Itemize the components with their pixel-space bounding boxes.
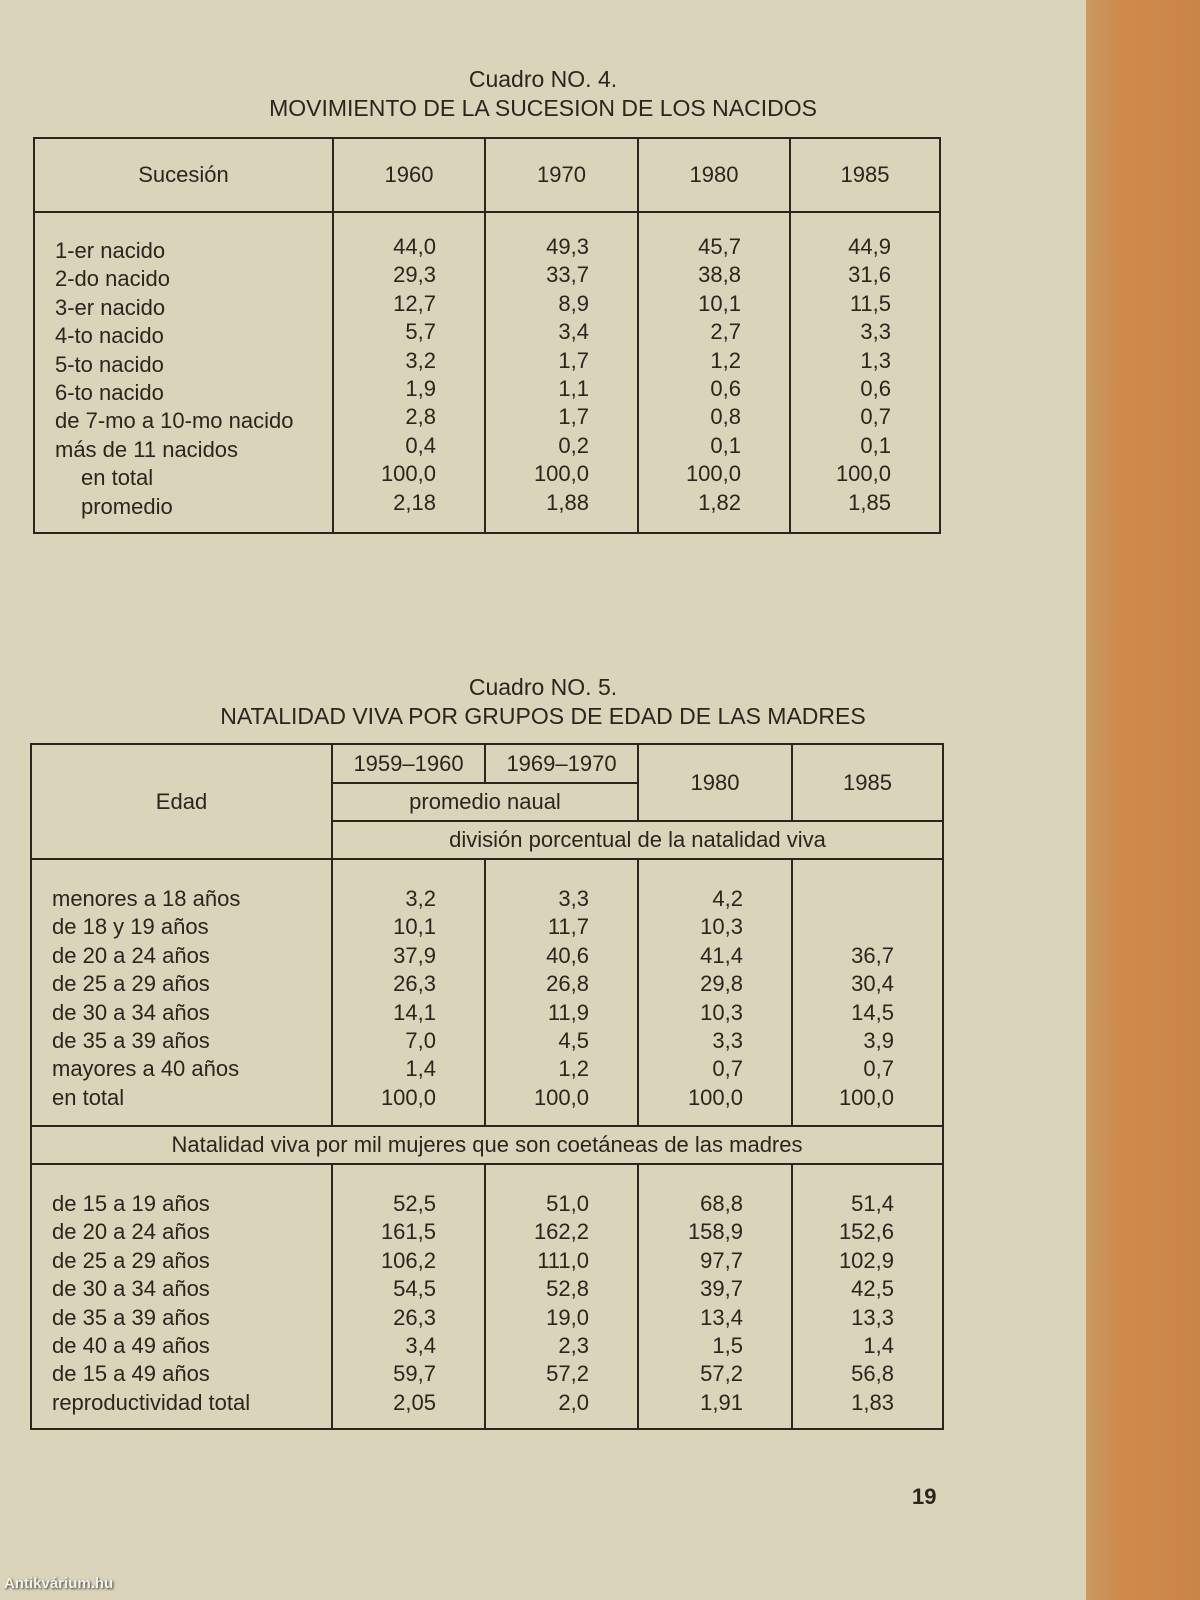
column-1960 bbox=[333, 212, 485, 533]
table-cell: 5-to nacido bbox=[55, 351, 164, 377]
table-cell: 14,1 bbox=[393, 999, 436, 1025]
table-cell: 2,0 bbox=[558, 1389, 589, 1415]
table-cell: 100,0 bbox=[533, 1084, 589, 1110]
table-cell: 2,8 bbox=[405, 404, 436, 430]
table-cell: 49,3 bbox=[546, 234, 589, 259]
table-cell: 97,7 bbox=[700, 1247, 743, 1273]
table-cell: 30,4 bbox=[851, 971, 894, 997]
table-cell: 0,4 bbox=[405, 432, 436, 458]
table-cell: 2,7 bbox=[710, 319, 741, 345]
table-cell: 8,9 bbox=[558, 290, 589, 316]
table-cell: en total bbox=[81, 465, 154, 491]
table-cell: 100,0 bbox=[687, 1084, 743, 1110]
table-cell: 26,8 bbox=[546, 971, 589, 997]
table-cell: 57,2 bbox=[700, 1361, 743, 1387]
table-cell: 0,1 bbox=[710, 432, 741, 458]
header-1980: 1980 bbox=[638, 138, 790, 212]
table-cell: 100,0 bbox=[380, 1084, 436, 1110]
table-cell: menores a 18 años bbox=[52, 886, 241, 911]
table-cell: de 18 y 19 años bbox=[52, 914, 209, 940]
table-cell: 100,0 bbox=[838, 1084, 894, 1110]
table-cell: 4-to nacido bbox=[55, 323, 164, 349]
table-cell: 10,3 bbox=[700, 914, 743, 940]
table-cell: 36,7 bbox=[851, 942, 894, 968]
table-cell: reproductividad total bbox=[52, 1389, 251, 1415]
table-cell: 1,9 bbox=[405, 375, 436, 401]
table-cell: de 25 a 29 años bbox=[52, 971, 210, 997]
table4-title: MOVIMIENTO DE LA SUCESION DE LOS NACIDOS bbox=[269, 95, 817, 121]
section2-column-1980 bbox=[638, 1164, 792, 1429]
table-cell: 3,3 bbox=[860, 319, 891, 345]
table-cell: 1,5 bbox=[712, 1332, 743, 1358]
table-cell: 3,2 bbox=[405, 886, 436, 911]
table-cell: 0,7 bbox=[712, 1056, 743, 1082]
table-cell: de 25 a 29 años bbox=[52, 1247, 210, 1273]
watermark: Antikvárium.hu bbox=[4, 1575, 114, 1592]
table-cell: 0,7 bbox=[860, 404, 891, 430]
table-cell: 100,0 bbox=[835, 461, 891, 487]
column-1980 bbox=[638, 212, 790, 533]
table-cell: 100,0 bbox=[533, 461, 589, 487]
table-cell bbox=[793, 913, 942, 941]
section2-column-1959 bbox=[332, 1164, 485, 1429]
header-edad: Edad bbox=[31, 744, 332, 859]
table-cell: de 20 a 24 años bbox=[52, 1219, 210, 1245]
table-cell: 100,0 bbox=[685, 461, 741, 487]
table-cell: 1,83 bbox=[851, 1389, 894, 1415]
table-cell: 161,5 bbox=[380, 1219, 436, 1245]
table-cell: 102,9 bbox=[838, 1247, 894, 1273]
section1-column-1959 bbox=[332, 859, 485, 1126]
table-cell: 3,2 bbox=[405, 347, 436, 373]
section2-column-1985 bbox=[792, 1164, 943, 1429]
table-cell: 0,6 bbox=[710, 375, 741, 401]
table-cell: de 20 a 24 años bbox=[52, 942, 210, 968]
section1-column-1985 bbox=[792, 859, 943, 1126]
table-cell: 0,1 bbox=[860, 432, 891, 458]
table-cell: 40,6 bbox=[546, 942, 589, 968]
table-cell: de 7-mo a 10-mo nacido bbox=[55, 408, 294, 434]
table-cell: de 15 a 49 años bbox=[52, 1361, 210, 1387]
table-cell: 6-to nacido bbox=[55, 379, 164, 405]
table-cell: 31,6 bbox=[848, 262, 891, 288]
section1-labels bbox=[31, 859, 332, 1126]
table-cell: más de 11 nacidos bbox=[55, 436, 239, 462]
table-cell: 56,8 bbox=[851, 1361, 894, 1387]
table-cell: 29,8 bbox=[700, 971, 743, 997]
table5 bbox=[30, 743, 944, 1430]
table-cell: 100,0 bbox=[380, 461, 436, 487]
table-cell: 19,0 bbox=[546, 1304, 589, 1330]
header-promedio: promedio naual bbox=[332, 783, 638, 821]
table-cell: de 30 a 34 años bbox=[52, 999, 210, 1025]
table-cell: 13,4 bbox=[700, 1304, 743, 1330]
table-cell: 2,3 bbox=[558, 1332, 589, 1358]
table-cell: 1,82 bbox=[698, 489, 741, 515]
section1-column-1980 bbox=[638, 859, 792, 1126]
table-cell: 14,5 bbox=[851, 999, 894, 1025]
table-cell: 3,9 bbox=[863, 1027, 894, 1053]
header-1969-1970: 1969–1970 bbox=[485, 744, 638, 783]
table-cell: 26,3 bbox=[393, 1304, 436, 1330]
table-cell: 1,3 bbox=[860, 347, 891, 373]
table-cell: 1,85 bbox=[848, 489, 891, 515]
header-division: división porcentual de la natalidad viva bbox=[332, 821, 943, 859]
table-cell: 3,4 bbox=[405, 1332, 436, 1358]
table-cell: 13,3 bbox=[851, 1304, 894, 1330]
table-cell: 37,9 bbox=[393, 942, 436, 968]
table-cell bbox=[793, 885, 942, 913]
table-cell: 1,91 bbox=[700, 1389, 743, 1415]
table-cell: 2,18 bbox=[393, 489, 436, 515]
table-cell: 1,2 bbox=[710, 347, 741, 373]
table-cell: 3-er nacido bbox=[55, 294, 166, 320]
table-cell: 29,3 bbox=[393, 262, 436, 288]
header-1970: 1970 bbox=[485, 138, 638, 212]
table-cell: de 35 a 39 años bbox=[52, 1304, 210, 1330]
table-cell: 59,7 bbox=[393, 1361, 436, 1387]
table4-caption: Cuadro NO. 4. bbox=[468, 66, 618, 92]
section2-column-1969 bbox=[485, 1164, 638, 1429]
page-number: 19 bbox=[912, 1484, 937, 1509]
table-cell: 7,0 bbox=[405, 1027, 436, 1053]
table-cell: 152,6 bbox=[838, 1219, 894, 1245]
table-cell: 45,7 bbox=[698, 234, 741, 259]
table-cell: 51,0 bbox=[546, 1191, 589, 1216]
table-cell: 26,3 bbox=[393, 971, 436, 997]
table-cell: 33,7 bbox=[546, 262, 589, 288]
table-cell: 39,7 bbox=[700, 1276, 743, 1302]
table-cell: 11,7 bbox=[547, 914, 589, 940]
table-cell: 12,7 bbox=[393, 290, 436, 316]
table-cell: 3,3 bbox=[558, 886, 589, 911]
table-cell: 4,2 bbox=[712, 886, 743, 911]
table-cell: 10,1 bbox=[698, 290, 741, 316]
table-cell: promedio bbox=[81, 493, 173, 519]
header-1985: 1985 bbox=[790, 138, 940, 212]
table-cell: en total bbox=[52, 1084, 125, 1110]
table-cell: 1,4 bbox=[863, 1332, 894, 1358]
table-cell: 106,2 bbox=[380, 1247, 436, 1273]
table-cell: 1,2 bbox=[558, 1056, 589, 1082]
table-cell: de 35 a 39 años bbox=[52, 1027, 210, 1053]
table-cell: 57,2 bbox=[546, 1361, 589, 1387]
table-cell: 54,5 bbox=[393, 1276, 436, 1302]
table-cell: 38,8 bbox=[698, 262, 741, 288]
table-cell: 42,5 bbox=[851, 1276, 894, 1302]
column-1970 bbox=[485, 212, 638, 533]
table-cell: 3,3 bbox=[712, 1027, 743, 1053]
table-cell: 2,05 bbox=[393, 1389, 436, 1415]
table5-caption: Cuadro NO. 5. bbox=[468, 674, 618, 700]
table-cell: 111,0 bbox=[537, 1247, 589, 1273]
table-cell: 4,5 bbox=[558, 1027, 589, 1053]
table-cell: 44,9 bbox=[848, 234, 891, 259]
table5-title: NATALIDAD VIVA POR GRUPOS DE EDAD DE LAS MADRES bbox=[220, 703, 866, 729]
table-cell: de 30 a 34 años bbox=[52, 1276, 210, 1302]
table4 bbox=[33, 137, 941, 534]
table-cell: 10,1 bbox=[393, 914, 436, 940]
table-cell: 1-er nacido bbox=[55, 238, 166, 263]
table-cell: 1,7 bbox=[558, 347, 589, 373]
table-cell: de 40 a 49 años bbox=[52, 1332, 210, 1358]
table-cell: 0,6 bbox=[860, 375, 891, 401]
table-cell: 52,5 bbox=[393, 1191, 436, 1216]
section2-header: Natalidad viva por mil mujeres que son coetáneas de las madres bbox=[31, 1126, 943, 1164]
table-cell: 1,88 bbox=[546, 489, 589, 515]
table-cell: 158,9 bbox=[687, 1219, 743, 1245]
table-cell: 11,9 bbox=[547, 999, 589, 1025]
table-cell: 0,7 bbox=[863, 1056, 894, 1082]
table-cell: 5,7 bbox=[405, 319, 436, 345]
table-cell: 2-do nacido bbox=[55, 266, 170, 292]
table-cell: 1,4 bbox=[405, 1056, 436, 1082]
table-cell: 0,2 bbox=[558, 432, 589, 458]
table-cell: 3,4 bbox=[558, 319, 589, 345]
table-cell: 51,4 bbox=[851, 1191, 894, 1216]
table-cell: de 15 a 19 años bbox=[52, 1191, 210, 1216]
header-1980: 1980 bbox=[638, 744, 792, 821]
section1-column-1969 bbox=[485, 859, 638, 1126]
table-cell: 44,0 bbox=[393, 234, 436, 259]
header-1985: 1985 bbox=[792, 744, 943, 821]
table-cell: 1,1 bbox=[558, 375, 589, 401]
table-cell: 162,2 bbox=[533, 1219, 589, 1245]
section2-labels bbox=[31, 1164, 332, 1429]
table-cell: 0,8 bbox=[710, 404, 741, 430]
table-cell: 68,8 bbox=[700, 1191, 743, 1216]
table-cell: 52,8 bbox=[546, 1276, 589, 1302]
table-cell: 1,7 bbox=[558, 404, 589, 430]
row-labels bbox=[34, 212, 333, 533]
table-cell: 41,4 bbox=[700, 942, 743, 968]
table-cell: mayores a 40 años bbox=[52, 1056, 240, 1082]
book-edge bbox=[1086, 0, 1200, 1600]
header-1959-1960: 1959–1960 bbox=[332, 744, 485, 783]
header-sucesion: Sucesión bbox=[34, 138, 333, 212]
header-1960: 1960 bbox=[333, 138, 485, 212]
table-cell: 10,3 bbox=[700, 999, 743, 1025]
table-cell: 11,5 bbox=[849, 290, 891, 316]
column-1985 bbox=[790, 212, 940, 533]
